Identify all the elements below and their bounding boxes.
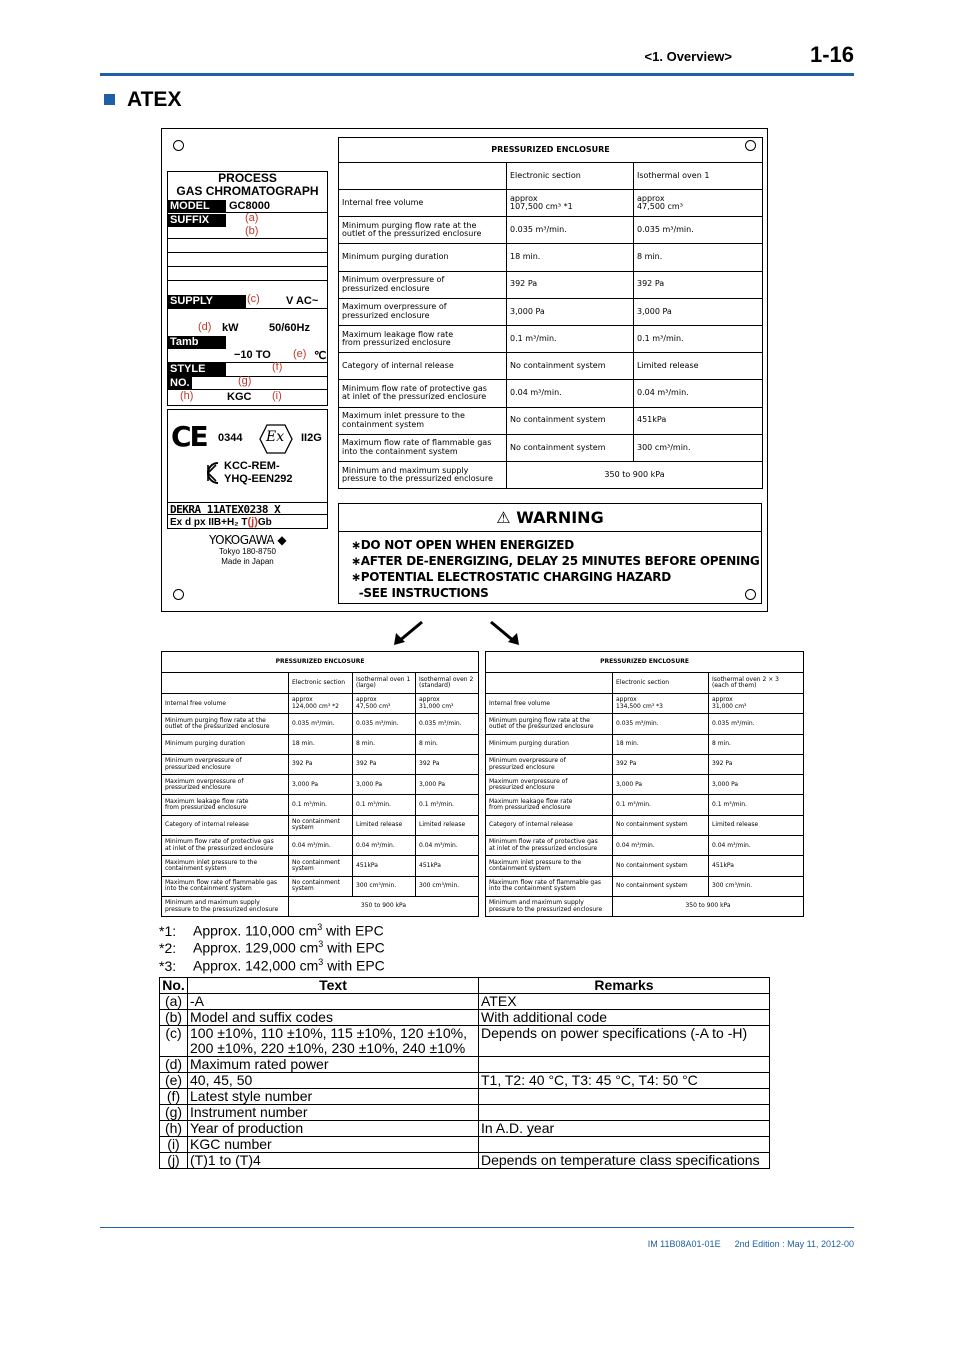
enclosure-param: Minimum and maximum supply pressure to the pressurized enclosure <box>339 461 507 488</box>
enclosure-value: 392 Pa <box>416 754 479 774</box>
table-row <box>486 754 804 774</box>
footer-rule <box>100 1227 854 1228</box>
warning-box <box>338 503 762 604</box>
enclosure-param: Minimum flow rate of protective gas at inlet of the pressurized enclosure <box>486 836 613 856</box>
enclosure-value: Limited release <box>634 353 763 380</box>
marker-b: (b) <box>245 225 259 237</box>
enclosure-value: 0.1 m³/min. <box>613 795 709 815</box>
table-row <box>160 1137 770 1153</box>
enclosure-value: 0.1 m³/min. <box>289 795 353 815</box>
legend-text: -A <box>188 994 479 1010</box>
legend-text: Year of production <box>188 1121 479 1137</box>
table-row <box>486 836 804 856</box>
suffix-label: SUFFIX <box>168 214 226 227</box>
table-row <box>339 380 763 407</box>
enclosure-param: Minimum flow rate of protective gas at inlet of the pressurized enclosure <box>339 380 507 407</box>
dekra-cert: DEKRA 11ATEX0238 X <box>168 502 327 515</box>
legend-text: Latest style number <box>188 1089 479 1105</box>
enclosure-value: 18 min. <box>507 244 634 271</box>
table-row <box>160 1153 770 1169</box>
enclosure-title: PRESSURIZED ENCLOSURE <box>162 652 479 673</box>
table-row <box>160 1105 770 1121</box>
enclosure-value: 0.04 m³/min. <box>416 836 479 856</box>
table-row <box>160 994 770 1010</box>
kgc-label: KGC <box>227 391 252 403</box>
marker-e: (e) <box>293 348 307 360</box>
table-row <box>162 694 479 714</box>
enclosure-param: Minimum overpressure of pressurized enclosure <box>486 754 613 774</box>
legend-remarks: ATEX <box>479 994 770 1010</box>
enclosure-value: 0.035 m³/min. <box>709 714 804 734</box>
legend-no: (h) <box>160 1121 188 1137</box>
table-row <box>160 1073 770 1089</box>
legend-remarks: Depends on power specifications (-A to -H) <box>479 1026 770 1057</box>
legend-no: (d) <box>160 1057 188 1073</box>
enclosure-value: 3,000 Pa <box>353 775 416 795</box>
enclosure-value: 0.04 m³/min. <box>507 380 634 407</box>
enclosure-value: 0.1 m³/min. <box>507 325 634 352</box>
legend-remarks: Depends on temperature class specifications <box>479 1153 770 1169</box>
legend-remarks <box>479 1137 770 1153</box>
screw-hole-icon <box>173 589 184 600</box>
enclosure-param: Minimum purging flow rate at the outlet of the pressurized enclosure <box>486 714 613 734</box>
table-row <box>160 1010 770 1026</box>
table-row <box>160 1026 770 1057</box>
legend-no: (b) <box>160 1010 188 1026</box>
enclosure-value: 392 Pa <box>709 754 804 774</box>
legend-no: (e) <box>160 1073 188 1089</box>
enclosure-column-header: Isothermal oven 1 <box>634 163 763 190</box>
legend-header-no: No. <box>160 978 188 994</box>
enclosure-title: PRESSURIZED ENCLOSURE <box>339 138 763 163</box>
enclosure-value: No containment system <box>289 815 353 835</box>
enclosure-value: 392 Pa <box>507 271 634 298</box>
legend-no: (j) <box>160 1153 188 1169</box>
enclosure-value: 392 Pa <box>289 754 353 774</box>
enclosure-param: Maximum overpressure of pressurized enclosure <box>486 775 613 795</box>
warning-title: ⚠ WARNING <box>339 504 761 532</box>
enclosure-value: 3,000 Pa <box>634 298 763 325</box>
ce-mark-icon: CE <box>171 420 207 453</box>
table-row <box>339 407 763 434</box>
marker-a: (a) <box>245 212 259 224</box>
table-row <box>486 714 804 734</box>
enclosure-column-header: Isothermal oven 2 × 3 (each of them) <box>709 673 804 694</box>
enclosure-value: 0.04 m³/min. <box>709 836 804 856</box>
enclosure-value: 3,000 Pa <box>416 775 479 795</box>
table-row <box>162 856 479 876</box>
enclosure-value: 8 min. <box>353 734 416 754</box>
no-label: NO. <box>168 377 192 389</box>
table-row <box>339 325 763 352</box>
enclosure-column-header <box>162 673 289 694</box>
enclosure-value: approx 31,000 cm³ <box>416 694 479 714</box>
table-row <box>339 217 763 244</box>
enclosure-value: 392 Pa <box>353 754 416 774</box>
footnote-2: *2: Approx. 129,000 $cm^3$ with EPC <box>159 939 385 956</box>
legend-no: (c) <box>160 1026 188 1057</box>
enclosure-param: Maximum leakage flow rate from pressurized enclosure <box>339 325 507 352</box>
marker-i: (i) <box>272 390 282 402</box>
kw-unit: kW <box>222 322 239 334</box>
enclosure-column-header: Electronic section <box>613 673 709 694</box>
legend-remarks: T1, T2: 40 °C, T3: 45 °C, T4: 50 °C <box>479 1073 770 1089</box>
marker-d: (d) <box>198 321 212 333</box>
enclosure-value: 451kPa <box>709 856 804 876</box>
maker-address: Tokyo 180-8750 <box>219 547 276 556</box>
legend-text: Maximum rated power <box>188 1057 479 1073</box>
footnote-3: *3: Approx. 142,000 $cm^3$ with EPC <box>159 957 385 974</box>
enclosure-param: Maximum inlet pressure to the containment system <box>486 856 613 876</box>
enclosure-value: No containment system <box>507 353 634 380</box>
enclosure-param: Minimum overpressure of pressurized enclosure <box>339 271 507 298</box>
process-label: PROCESS <box>218 171 277 185</box>
enclosure-value: No containment system <box>613 856 709 876</box>
enclosure-value: 451kPa <box>353 856 416 876</box>
enclosure-param: Maximum leakage flow rate from pressurized enclosure <box>486 795 613 815</box>
enclosure-value: 0.04 m³/min. <box>634 380 763 407</box>
enclosure-value: approx 134,500 cm³ *3 <box>613 694 709 714</box>
table-row <box>339 298 763 325</box>
warning-line: ∗DO NOT OPEN WHEN ENERGIZED <box>351 538 574 552</box>
enclosure-param: Maximum flow rate of flammable gas into the containment system <box>162 876 289 896</box>
enclosure-column-header <box>339 163 507 190</box>
enclosure-value: 0.1 m³/min. <box>353 795 416 815</box>
table-row <box>486 876 804 896</box>
equipment-group: II2G <box>301 432 322 444</box>
table-row <box>162 815 479 835</box>
ex-marking: Ex d px IIB+H₂ T(j)Gb <box>170 516 272 528</box>
enclosure-value: No containment system <box>613 876 709 896</box>
enclosure-value: 0.035 m³/min. <box>634 217 763 244</box>
enclosure-value: approx 47,500 cm³ <box>634 190 763 217</box>
enclosure-param: Maximum inlet pressure to the containment system <box>162 856 289 876</box>
footer <box>648 1239 854 1249</box>
warning-line: -SEE INSTRUCTIONS <box>351 586 489 600</box>
legend-remarks: In A.D. year <box>479 1121 770 1137</box>
marker-h: (h) <box>180 390 194 402</box>
tamb-range: −10 TO <box>234 349 271 361</box>
enclosure-value: Limited release <box>353 815 416 835</box>
enclosure-param: Minimum and maximum supply pressure to the pressurized enclosure <box>162 896 289 916</box>
table-row <box>339 434 763 461</box>
style-label: STYLE <box>168 363 226 376</box>
ex-mark: Ex <box>266 429 285 445</box>
arrow-down-left-icon <box>392 620 424 646</box>
enclosure-value: Limited release <box>416 815 479 835</box>
kcc-line2: YHQ-EEN292 <box>224 473 293 485</box>
enclosure-value: 300 cm³/min. <box>353 876 416 896</box>
enclosure-value: 0.035 m³/min. <box>289 714 353 734</box>
table-row <box>486 775 804 795</box>
enclosure-param: Maximum inlet pressure to the containment system <box>339 407 507 434</box>
edition: 2nd Edition : May 11, 2012-00 <box>734 1239 854 1249</box>
legend-header-text: Text <box>188 978 479 994</box>
legend-text: 40, 45, 50 <box>188 1073 479 1089</box>
enclosure-param: Internal free volume <box>162 694 289 714</box>
enclosure-param: Minimum flow rate of protective gas at inlet of the pressurized enclosure <box>162 836 289 856</box>
model-label: MODEL <box>168 200 226 213</box>
enclosure-value: 0.035 m³/min. <box>613 714 709 734</box>
legend-text: 100 ±10%, 110 ±10%, 115 ±10%, 120 ±10%, 200 ±10%, 220 ±10%, 230 ±10%, 240 ±10% <box>188 1026 479 1057</box>
hz-value: 50/60Hz <box>269 322 310 334</box>
supply-label: SUPPLY <box>168 295 246 308</box>
enclosure-param: Category of internal release <box>162 815 289 835</box>
legend-no: (g) <box>160 1105 188 1121</box>
enclosure-value: 3,000 Pa <box>289 775 353 795</box>
certification-box <box>167 409 328 529</box>
section-bullet-icon <box>104 94 115 105</box>
enclosure-param: Minimum purging duration <box>486 734 613 754</box>
table-row <box>162 714 479 734</box>
legend-remarks <box>479 1057 770 1073</box>
enclosure-value: 451kPa <box>634 407 763 434</box>
section-title: ATEX <box>127 88 182 111</box>
enclosure-value: approx 31,000 cm³ <box>709 694 804 714</box>
enclosure-value: No containment system <box>507 434 634 461</box>
enclosure-value: 0.035 m³/min. <box>353 714 416 734</box>
enclosure-value: 350 to 900 kPa <box>289 896 479 916</box>
legend-remarks <box>479 1089 770 1105</box>
legend-remarks: With additional code <box>479 1010 770 1026</box>
table-row <box>162 734 479 754</box>
enclosure-value: 18 min. <box>289 734 353 754</box>
table-row <box>160 1121 770 1137</box>
table-row <box>486 734 804 754</box>
enclosure-value: No containment system <box>289 856 353 876</box>
enclosure-value: 350 to 900 kPa <box>613 896 804 916</box>
enclosure-param: Category of internal release <box>486 815 613 835</box>
enclosure-param: Minimum purging duration <box>339 244 507 271</box>
table-row <box>162 795 479 815</box>
kc-mark-icon <box>204 460 222 486</box>
enclosure-value: 8 min. <box>709 734 804 754</box>
enclosure-param: Minimum purging duration <box>162 734 289 754</box>
enclosure-param: Minimum and maximum supply pressure to the pressurized enclosure <box>486 896 613 916</box>
yokogawa-logo: YOKOGAWA ◆ <box>208 533 287 547</box>
legend-remarks <box>479 1105 770 1121</box>
enclosure-value: approx 107,500 cm³ *1 <box>507 190 634 217</box>
enclosure-value: 451kPa <box>416 856 479 876</box>
table-row <box>339 190 763 217</box>
kcc-line1: KCC-REM- <box>224 460 280 472</box>
enclosure-value: 3,000 Pa <box>507 298 634 325</box>
header-rule <box>100 73 854 76</box>
model-info-box <box>167 171 328 406</box>
marker-f: (f) <box>272 361 283 373</box>
made-in: Made in Japan <box>221 557 274 566</box>
table-row <box>160 1089 770 1105</box>
table-row <box>162 775 479 795</box>
enclosure-value: 300 cm³/min. <box>634 434 763 461</box>
degc-unit: ℃ <box>314 350 327 362</box>
legend-text: KGC number <box>188 1137 479 1153</box>
marker-g: (g) <box>238 375 252 387</box>
enclosure-value: 300 cm³/min. <box>416 876 479 896</box>
notified-body-no: 0344 <box>218 432 243 444</box>
table-row <box>486 694 804 714</box>
vac-unit: V AC~ <box>286 295 319 307</box>
enclosure-param: Maximum overpressure of pressurized enclosure <box>162 775 289 795</box>
enclosure-value: 300 cm³/min. <box>709 876 804 896</box>
enclosure-title: PRESSURIZED ENCLOSURE <box>486 652 804 673</box>
enclosure-param: Maximum flow rate of flammable gas into the containment system <box>339 434 507 461</box>
enclosure-param: Minimum purging flow rate at the outlet of the pressurized enclosure <box>339 217 507 244</box>
arrow-down-right-icon <box>489 620 521 646</box>
enclosure-value: 18 min. <box>613 734 709 754</box>
enclosure-param: Maximum overpressure of pressurized enclosure <box>339 298 507 325</box>
enclosure-value: 0.035 m³/min. <box>416 714 479 734</box>
table-row <box>162 836 479 856</box>
enclosure-column-header: Isothermal oven 1 (large) <box>353 673 416 694</box>
enclosure-value: 350 to 900 kPa <box>507 461 763 488</box>
table-row <box>339 353 763 380</box>
enclosure-column-header: Electronic section <box>289 673 353 694</box>
enclosure-table-right <box>485 651 804 917</box>
enclosure-column-header: Electronic section <box>507 163 634 190</box>
legend-text: Instrument number <box>188 1105 479 1121</box>
nameplate <box>161 128 768 612</box>
page-number: 1-16 <box>809 42 854 67</box>
doc-number: IM 11B08A01-01E <box>647 1239 721 1249</box>
enclosure-value: No containment system <box>289 876 353 896</box>
model-value: GC8000 <box>229 200 270 212</box>
enclosure-value: No containment system <box>613 815 709 835</box>
legend-no: (i) <box>160 1137 188 1153</box>
enclosure-value: 0.04 m³/min. <box>613 836 709 856</box>
header-section: <1. Overview> <box>644 49 732 64</box>
enclosure-value: 392 Pa <box>613 754 709 774</box>
enclosure-table-left <box>161 651 479 917</box>
legend-text: (T)1 to (T)4 <box>188 1153 479 1169</box>
legend-table <box>159 977 770 1169</box>
enclosure-column-header: Isothermal oven 2 (standard) <box>416 673 479 694</box>
enclosure-value: 3,000 Pa <box>709 775 804 795</box>
enclosure-value: 392 Pa <box>634 271 763 298</box>
enclosure-value: 0.1 m³/min. <box>416 795 479 815</box>
marker-c: (c) <box>247 293 260 305</box>
enclosure-param: Category of internal release <box>339 353 507 380</box>
table-row <box>339 244 763 271</box>
enclosure-param: Internal free volume <box>339 190 507 217</box>
enclosure-param: Internal free volume <box>486 694 613 714</box>
enclosure-param: Minimum purging flow rate at the outlet of the pressurized enclosure <box>162 714 289 734</box>
enclosure-table-main <box>338 137 763 489</box>
enclosure-value: 8 min. <box>634 244 763 271</box>
table-row <box>160 1057 770 1073</box>
tamb-label: Tamb <box>168 336 226 349</box>
table-row <box>486 856 804 876</box>
enclosure-value: 0.035 m³/min. <box>507 217 634 244</box>
legend-no: (a) <box>160 994 188 1010</box>
warning-line: ∗POTENTIAL ELECTROSTATIC CHARGING HAZARD <box>351 570 671 584</box>
table-row <box>162 876 479 896</box>
warning-line: ∗AFTER DE-ENERGIZING, DELAY 25 MINUTES BEFORE OPENING <box>351 554 760 568</box>
enclosure-value: 8 min. <box>416 734 479 754</box>
enclosure-value: approx 47,500 cm³ <box>353 694 416 714</box>
enclosure-param: Minimum overpressure of pressurized enclosure <box>162 754 289 774</box>
footnote-1: *1: Approx. 110,000 $cm^3$ with EPC <box>159 922 384 939</box>
legend-header-remarks: Remarks <box>479 978 770 994</box>
legend-no: (f) <box>160 1089 188 1105</box>
enclosure-value: Limited release <box>709 815 804 835</box>
enclosure-value: No containment system <box>507 407 634 434</box>
enclosure-param: Maximum flow rate of flammable gas into the containment system <box>486 876 613 896</box>
enclosure-value: 0.04 m³/min. <box>353 836 416 856</box>
enclosure-param: Maximum leakage flow rate from pressurized enclosure <box>162 795 289 815</box>
table-row <box>486 815 804 835</box>
gc-label: GAS CHROMATOGRAPH <box>176 184 319 198</box>
enclosure-value: 3,000 Pa <box>613 775 709 795</box>
table-row <box>486 795 804 815</box>
enclosure-value: 0.1 m³/min. <box>709 795 804 815</box>
table-row <box>162 754 479 774</box>
table-row <box>339 271 763 298</box>
enclosure-value: approx 124,000 cm³ *2 <box>289 694 353 714</box>
enclosure-value: 0.1 m³/min. <box>634 325 763 352</box>
enclosure-value: 0.04 m³/min. <box>289 836 353 856</box>
legend-text: Model and suffix codes <box>188 1010 479 1026</box>
enclosure-column-header <box>486 673 613 694</box>
screw-hole-icon <box>173 140 184 151</box>
